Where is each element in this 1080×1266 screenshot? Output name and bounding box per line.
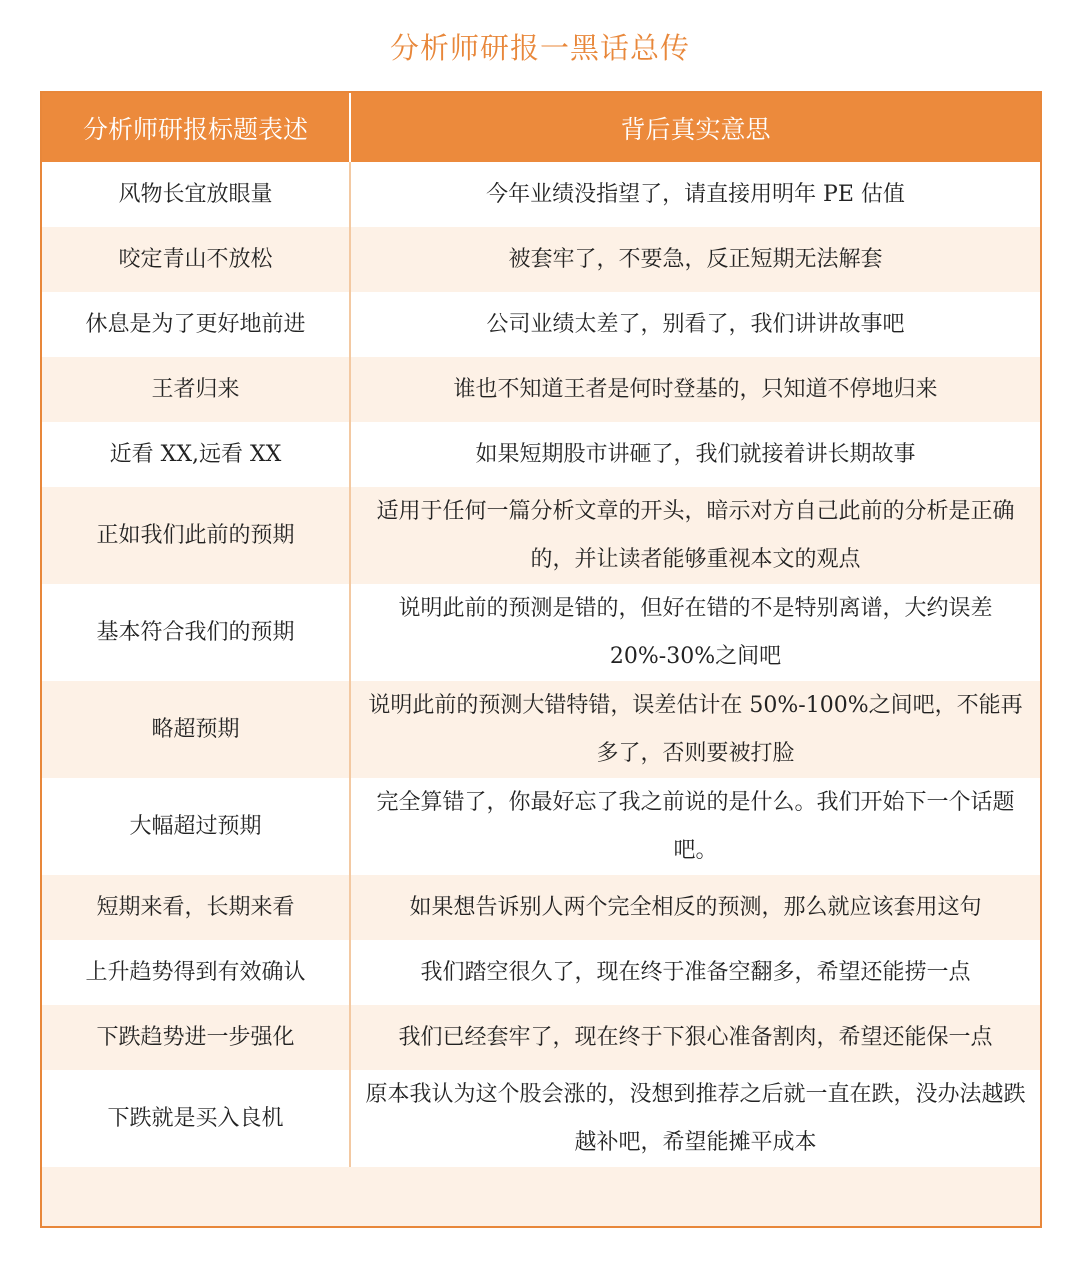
meaning-cell: 如果想告诉别人两个完全相反的预测，那么就应该套用这句: [409, 894, 982, 920]
table-row: [42, 1005, 1040, 1070]
meaning-cell: 适用于任何一篇分析文章的开头，暗示对方自己此前的分析是正确的，并让读者能够重视本文的观点: [376, 498, 1015, 572]
table-row: [42, 875, 1040, 940]
meaning-cell: 今年业绩没指望了，请直接用明年 PE 估值: [486, 181, 905, 207]
header-phrase: 分析师研报标题表述: [42, 93, 351, 162]
phrase-cell: 基本符合我们的预期: [42, 584, 351, 681]
phrase-cell: 休息是为了更好地前进: [42, 292, 351, 357]
meaning-cell: 原本我认为这个股会涨的，没想到推荐之后就一直在跌，没办法越跌越补吧，希望能摊平成本: [365, 1081, 1026, 1155]
phrase-cell: 王者归来: [42, 357, 351, 422]
table-row: [42, 681, 1040, 778]
table-row: [42, 1070, 1040, 1167]
meaning-cell: 公司业绩太差了，别看了，我们讲讲故事吧: [486, 311, 905, 337]
phrase-cell: 下跌就是买入良机: [42, 1070, 351, 1167]
table-row: [42, 487, 1040, 584]
table-header-row: [42, 93, 1040, 162]
phrase-cell: 下跌趋势进一步强化: [42, 1005, 351, 1070]
meaning-cell: 如果短期股市讲砸了，我们就接着讲长期故事: [475, 441, 916, 467]
meaning-cell: 说明此前的预测大错特错，误差估计在 50%-100%之间吧，不能再多了，否则要被打脸: [368, 692, 1023, 766]
table-row: [42, 292, 1040, 357]
table-row: [42, 940, 1040, 1005]
phrase-cell: 上升趋势得到有效确认: [42, 940, 351, 1005]
phrase-cell: 短期来看，长期来看: [42, 875, 351, 940]
table-row: [42, 357, 1040, 422]
table-row: [42, 422, 1040, 487]
meaning-cell: 被套牢了，不要急，反正短期无法解套: [508, 246, 883, 272]
header-meaning: 背后真实意思: [620, 114, 771, 144]
meaning-cell: 我们踏空很久了，现在终于准备空翻多，希望还能捞一点: [420, 959, 971, 985]
table-row: [42, 778, 1040, 875]
phrase-cell: 风物长宜放眼量: [42, 162, 351, 227]
meaning-cell: 完全算错了，你最好忘了我之前说的是什么。我们开始下一个话题吧。: [376, 789, 1015, 863]
phrase-cell: 近看 XX,远看 XX: [42, 422, 351, 487]
table-row: [42, 584, 1040, 681]
page-title: 分析师研报一黑话总传: [389, 31, 690, 65]
phrase-cell: 正如我们此前的预期: [42, 487, 351, 584]
table-row: [42, 162, 1040, 227]
phrase-cell: 大幅超过预期: [42, 778, 351, 875]
jargon-table: [40, 91, 1042, 1228]
meaning-cell: 说明此前的预测是错的，但好在错的不是特别离谱，大约误差 20%-30%之间吧: [398, 595, 993, 669]
table-row: [42, 227, 1040, 292]
meaning-cell: 我们已经套牢了，现在终于下狠心准备割肉，希望还能保一点: [398, 1024, 993, 1050]
phrase-cell: 咬定青山不放松: [42, 227, 351, 292]
phrase-cell: 略超预期: [42, 681, 351, 778]
meaning-cell: 谁也不知道王者是何时登基的，只知道不停地归来: [453, 376, 938, 402]
